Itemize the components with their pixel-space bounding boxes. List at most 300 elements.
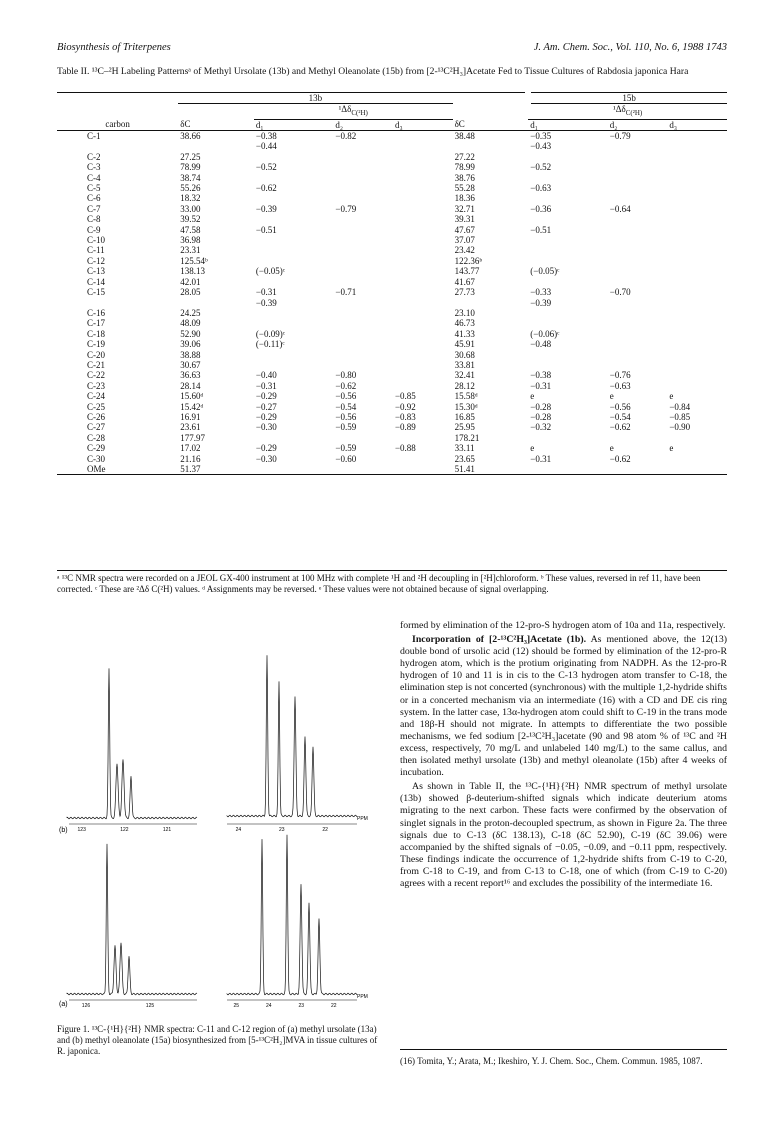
table-cell <box>608 266 668 276</box>
table-cell <box>667 339 727 349</box>
table-cell <box>528 152 608 162</box>
table-cell: 33.00 <box>180 203 201 214</box>
table-cell <box>393 235 453 245</box>
table-cell <box>393 204 453 214</box>
table-cell: −0.85 <box>394 391 416 402</box>
table-row <box>57 422 727 432</box>
table-cell: −0.30 <box>255 453 277 464</box>
table-cell: 32.41 <box>454 370 475 381</box>
table-cell <box>333 350 393 360</box>
body-column <box>400 620 727 892</box>
table-cell: −0.29 <box>255 411 277 422</box>
table-cell <box>333 235 393 245</box>
table-cell <box>528 245 608 255</box>
table-cell: −0.62 <box>609 422 631 433</box>
table-cell <box>333 245 393 255</box>
table-cell <box>528 235 608 245</box>
column-header-row <box>57 119 727 130</box>
table-cell: −0.56 <box>335 411 357 422</box>
table-row <box>57 162 727 172</box>
table-cell: 30.68 <box>454 349 475 360</box>
table-row <box>57 350 727 360</box>
table-row <box>57 277 727 287</box>
table-cell <box>333 141 393 151</box>
table-cell: −0.33 <box>530 287 552 298</box>
table-cell <box>528 173 608 183</box>
table-cell: 33.11 <box>454 443 475 454</box>
table-cell <box>667 308 727 318</box>
table-cell: −0.88 <box>394 443 416 454</box>
table-cell <box>178 141 254 151</box>
table-cell <box>608 245 668 255</box>
table-cell <box>333 162 393 172</box>
table-cell <box>393 162 453 172</box>
table-cell <box>393 464 453 475</box>
table-cell: 28.12 <box>454 380 475 391</box>
table-cell: −0.63 <box>530 183 552 194</box>
table-cell: −0.90 <box>669 422 691 433</box>
table-cell: −0.39 <box>255 297 277 308</box>
table-cell: e <box>609 443 614 454</box>
table-cell: C-20 <box>87 349 105 360</box>
tick-label: 122 <box>120 827 129 833</box>
table-cell: e <box>669 443 674 454</box>
paragraph-2: Incorporation of [2-¹³C²H₃]Acetate (1b). As mentioned above, the 12(13) double bond of ursolic acid (12) should be formed by elimination of the 12-pro-R hydrogen atom, which is the protium originating from NADPH. As the 12-pro-R hydrogen of 10 and 11 is in cis to the C-13 hydrogen atom transfer to C-18, the elimination step is not concerted (synchronous) with the multiple 1,2-hydride shifts or in a concerted mechanism via an intermediate (16) with a CD and DE cis ring system. In the latter case, 13α-hydrogen atom could shift to C-19 in the trans mode and 18β-H should not migrate. In attempts to differentiate the two possible mechanisms, we fed sodium [2-¹³C²H₃]acetate (90 and 98 atom % of ¹³C and ²H excess, respectively, 70 mg/L and unlabeled 140 mg/L) to the same callus, and then isolated methyl ursolate (13b) and methyl oleanolate (15b) after 4 weeks of incubation. <box>400 634 727 779</box>
table-cell: 23.31 <box>180 245 201 256</box>
column-header: δC <box>180 119 191 130</box>
table-row <box>57 152 727 162</box>
table-cell <box>393 360 453 370</box>
table-cell <box>393 152 453 162</box>
table-row <box>57 402 727 412</box>
table-cell: C-5 <box>87 183 101 194</box>
table-cell: −0.31 <box>530 380 552 391</box>
table-cell <box>667 350 727 360</box>
table-cell: 39.31 <box>454 214 475 225</box>
table-cell <box>393 370 453 380</box>
table-cell <box>528 214 608 224</box>
table-cell: C-22 <box>87 370 105 381</box>
table-cell: −0.39 <box>255 203 277 214</box>
spectrum-trace <box>67 844 197 995</box>
table-cell <box>667 131 727 142</box>
table-cell <box>333 433 393 443</box>
table-cell: OMe <box>87 464 106 475</box>
table-cell: −0.83 <box>394 411 416 422</box>
table-cell: −0.59 <box>335 443 357 454</box>
table-cell: C-25 <box>87 401 105 412</box>
table-cell: 46.73 <box>454 318 475 329</box>
paragraph-3: As shown in Table II, the ¹³C-{¹H}{²H} NMR spectrum of methyl ursolate (13b) showed β-deuterium-shifted signals which indicate deuterium atoms migrating to the next carbon. These facts were confirmed by the observation of singlet signals in the proton-decoupled spectrum, as shown in Figure 2a. The three signals due to C-13 (δC 138.13), C-18 (δC 52.90), C-19 (δC 39.06) were accompanied by the shifted signals of −0.05, −0.09, and −0.11 ppm, respectively. These findings indicate the occurrence of 1,2-hydride shifts from C-19 to C-20, from C-18 to C-19, and from C-13 to C-18, one of which (from C-19 to C-20) agrees with a recent report¹⁶ and excludes the possibility of the intermediate 16. <box>400 781 727 889</box>
table-cell: −0.79 <box>609 131 631 142</box>
table-row <box>57 464 727 475</box>
table-cell: 28.05 <box>180 287 201 298</box>
table-cell <box>393 266 453 276</box>
table-row <box>57 287 727 297</box>
table-cell: 39.06 <box>180 339 201 350</box>
group-15b-header: 15b <box>528 93 727 104</box>
tick-label: 123 <box>77 827 86 833</box>
table-cell: 38.88 <box>180 349 201 360</box>
table-cell <box>528 360 608 370</box>
table-cell <box>528 318 608 328</box>
table-cell: 39.52 <box>180 214 201 225</box>
table-row <box>57 245 727 255</box>
tick-label: 23 <box>298 1003 305 1009</box>
table-cell: 55.28 <box>454 183 475 194</box>
table-cell: C-3 <box>87 162 101 173</box>
table-cell <box>667 318 727 328</box>
table-row <box>57 329 727 339</box>
table-cell: C-2 <box>87 151 101 162</box>
table-cell: 38.76 <box>454 172 475 183</box>
table-row <box>57 318 727 328</box>
table-cell <box>608 277 668 287</box>
table-cell <box>667 204 727 214</box>
labeling-table <box>57 92 727 475</box>
table-cell <box>608 152 668 162</box>
table-cell: −0.59 <box>335 422 357 433</box>
table-cell: −0.44 <box>255 141 277 152</box>
table-cell: −0.70 <box>609 287 631 298</box>
column-header: d₃ <box>669 119 677 130</box>
table-cell <box>393 433 453 443</box>
table-cell: −0.76 <box>609 370 631 381</box>
table-cell: −0.85 <box>669 411 691 422</box>
table-cell: C-6 <box>87 193 101 204</box>
table-cell <box>254 235 334 245</box>
table-cell <box>608 141 668 151</box>
table-cell <box>333 277 393 287</box>
table-cell: −0.29 <box>255 443 277 454</box>
table-cell <box>393 256 453 266</box>
table-cell: −0.63 <box>609 380 631 391</box>
table-cell: −0.51 <box>530 224 552 235</box>
table-cell: 36.98 <box>180 235 201 246</box>
table-row <box>57 214 727 224</box>
table-cell <box>393 131 453 142</box>
table-cell: −0.71 <box>335 287 357 298</box>
table-cell <box>333 329 393 339</box>
table-cell <box>254 152 334 162</box>
table-cell <box>528 350 608 360</box>
header-left: Biosynthesis of Triterpenes <box>57 42 171 53</box>
table-cell: 25.95 <box>454 422 475 433</box>
table-cell <box>667 256 727 266</box>
table-row <box>57 193 727 203</box>
table-cell: 23.65 <box>454 453 475 464</box>
table-cell <box>393 183 453 193</box>
table-cell <box>254 173 334 183</box>
table-cell: 47.58 <box>180 224 201 235</box>
table-cell: 37.07 <box>454 235 475 246</box>
table-cell <box>333 256 393 266</box>
tick-label: 22 <box>331 1003 337 1009</box>
table-cell <box>393 350 453 360</box>
table-cell: 30.67 <box>180 359 201 370</box>
table-row <box>57 370 727 380</box>
table-cell <box>393 318 453 328</box>
table-cell: −0.38 <box>255 131 277 142</box>
table-cell <box>608 256 668 266</box>
ppm-label-a: PPM <box>357 994 368 1000</box>
table-cell: 55.26 <box>180 183 201 194</box>
table-cell: −0.62 <box>255 183 277 194</box>
table-cell <box>254 277 334 287</box>
table-cell: −0.60 <box>335 453 357 464</box>
table-cell <box>667 454 727 464</box>
table-cell: 78.99 <box>180 162 201 173</box>
table-cell <box>608 214 668 224</box>
table-row <box>57 454 727 464</box>
table-cell <box>57 141 178 151</box>
table-cell: C-4 <box>87 172 101 183</box>
table-cell: −0.54 <box>335 401 357 412</box>
table-row <box>57 412 727 422</box>
table-cell: (−0.06)ᶜ <box>530 328 560 339</box>
table-cell: C-8 <box>87 214 101 225</box>
table-cell <box>608 183 668 193</box>
table-cell <box>393 141 453 151</box>
spectrum-trace <box>67 668 197 818</box>
table-cell <box>254 245 334 255</box>
table-cell: 15.42ᵈ <box>180 401 204 412</box>
table-cell: −0.52 <box>530 162 552 173</box>
table-cell: C-9 <box>87 224 101 235</box>
table-row <box>57 204 727 214</box>
table-cell: (−0.05)ᶜ <box>255 266 286 277</box>
table-cell: 51.37 <box>180 464 201 475</box>
table-cell <box>608 308 668 318</box>
table-cell: C-12 <box>87 255 105 266</box>
table-cell: −0.48 <box>530 339 552 350</box>
table-cell: 42.01 <box>180 276 201 287</box>
table-row <box>57 339 727 349</box>
table-cell: 15.60ᵈ <box>180 391 204 402</box>
spectrum-trace <box>227 655 357 817</box>
header-right: J. Am. Chem. Soc., Vol. 110, No. 6, 1988 1743 <box>533 42 727 53</box>
table-cell <box>333 298 393 308</box>
table-row <box>57 443 727 453</box>
table-cell <box>254 350 334 360</box>
table-cell <box>608 329 668 339</box>
tick-label: 22 <box>322 827 328 833</box>
table-cell: C-1 <box>87 131 101 142</box>
table-cell: 23.10 <box>454 307 475 318</box>
table-cell <box>254 318 334 328</box>
tick-label: 25 <box>233 1003 240 1009</box>
table-cell: −0.89 <box>394 422 416 433</box>
table-footnote: ᵃ ¹³C NMR spectra were recorded on a JEOL GX-400 instrument at 100 MHz with complete ¹H and ²H decoupling in [²H]chloroform. ᵇ These values, reversed in ref 11, have been corrected. ᶜ These are ²Δδ C(²H) values. ᵈ Assignments may be reversed. ᵉ These values were not obtained because of signal overlapping. <box>57 570 727 595</box>
running-header <box>57 42 727 53</box>
table-cell: C-18 <box>87 328 105 339</box>
table-cell: −0.56 <box>609 401 631 412</box>
section-heading: Incorporation of [2-¹³C²H₃]Acetate (1b). <box>412 634 587 646</box>
table-cell <box>528 256 608 266</box>
table-cell: C-10 <box>87 235 105 246</box>
table-cell <box>333 173 393 183</box>
table-cell <box>393 245 453 255</box>
table-cell <box>667 173 727 183</box>
table-cell: 47.67 <box>454 224 475 235</box>
table-row <box>57 131 727 142</box>
table-cell <box>393 454 453 464</box>
table-cell: 16.91 <box>180 411 201 422</box>
table-cell <box>667 287 727 297</box>
table-cell <box>254 308 334 318</box>
table-cell: −0.82 <box>335 131 357 142</box>
table-cell <box>178 298 254 308</box>
group-13b-header: 13b <box>178 93 452 104</box>
table-cell <box>667 329 727 339</box>
reference-16: (16) Tomita, Y.; Arata, M.; Ikeshiro, Y. J. Chem. Soc., Chem. Commun. 1985, 1087. <box>400 1049 727 1067</box>
table-cell: C-14 <box>87 276 105 287</box>
table-cell <box>254 193 334 203</box>
table-cell: 15.30ᵈ <box>454 401 478 412</box>
table-cell <box>667 370 727 380</box>
table-cell: 38.66 <box>180 131 201 142</box>
table-cell: C-26 <box>87 411 105 422</box>
table-cell <box>528 193 608 203</box>
table-cell <box>254 360 334 370</box>
table-cell: 27.25 <box>180 151 201 162</box>
table-cell <box>333 308 393 318</box>
table-cell: 38.48 <box>454 131 475 142</box>
table-cell <box>254 256 334 266</box>
table-cell: C-27 <box>87 422 105 433</box>
table-cell <box>667 381 727 391</box>
table-cell <box>608 162 668 172</box>
table-cell: 78.99 <box>454 162 475 173</box>
table-cell: (−0.09)ᶜ <box>255 328 286 339</box>
table-cell <box>608 433 668 443</box>
table-cell: C-23 <box>87 380 105 391</box>
table-cell: 52.90 <box>180 328 201 339</box>
table-row <box>57 225 727 235</box>
table-cell: 122.36ᵇ <box>454 255 483 266</box>
tick-label: 24 <box>235 827 242 833</box>
table-row <box>57 298 727 308</box>
table-row <box>57 266 727 276</box>
column-header: δC <box>454 119 465 130</box>
table-cell <box>667 183 727 193</box>
table-cell <box>393 308 453 318</box>
table-cell <box>453 298 529 308</box>
table-cell: 18.32 <box>180 193 201 204</box>
delta-header-13b: $^1\Delta\delta_{C(^2H)}$ <box>254 104 453 119</box>
table-cell: −0.64 <box>609 203 631 214</box>
column-header: d₂ <box>609 119 618 130</box>
table-cell <box>667 464 727 475</box>
spectrum-trace <box>227 835 357 995</box>
table-cell: −0.62 <box>335 380 357 391</box>
table-cell <box>667 152 727 162</box>
table-cell: 24.25 <box>180 307 201 318</box>
table-cell: C-28 <box>87 432 105 443</box>
figure-caption: Figure 1. ¹³C-{¹H}{²H} NMR spectra: C-11 and C-12 region of (a) methyl ursolate (13a) and (b) methyl oleanolate (15a) biosynthesized from [5-¹³C²H₂]MVA in tissue cultures of R. japonica. <box>57 1024 378 1056</box>
table-cell: 21.16 <box>180 453 201 464</box>
table-cell <box>393 225 453 235</box>
table-cell: −0.38 <box>530 370 552 381</box>
paragraph-1: formed by elimination of the 12-pro-S hydrogen atom of 10a and 11a, respectively. <box>400 620 726 631</box>
table-cell <box>608 360 668 370</box>
table-cell: 15.58ᵈ <box>454 391 478 402</box>
table-cell <box>667 141 727 151</box>
table-cell <box>333 225 393 235</box>
table-cell: 23.61 <box>180 422 201 433</box>
table-cell: −0.28 <box>530 401 552 412</box>
tick-label: 125 <box>145 1003 155 1009</box>
table-row <box>57 381 727 391</box>
table-cell: −0.36 <box>530 203 552 214</box>
table-cell <box>608 464 668 475</box>
table-cell: −0.51 <box>255 224 277 235</box>
column-header: d₁ <box>255 119 264 130</box>
column-header: d₃ <box>394 119 403 130</box>
table-cell <box>667 162 727 172</box>
axis-ticks <box>69 824 357 1009</box>
table-row <box>57 433 727 443</box>
table-cell: 36.63 <box>180 370 201 381</box>
table-cell <box>333 193 393 203</box>
table-cell: −0.84 <box>669 401 691 412</box>
table-cell <box>667 277 727 287</box>
table-cell: e <box>669 391 674 402</box>
table-cell <box>608 339 668 349</box>
table-row <box>57 183 727 193</box>
table-cell <box>608 350 668 360</box>
spectrum-a-label: (a) <box>59 1001 68 1008</box>
table-cell: −0.28 <box>530 411 552 422</box>
table-cell <box>254 464 334 475</box>
table-cell <box>667 193 727 203</box>
table-cell <box>254 433 334 443</box>
column-header: d₁ <box>530 119 538 130</box>
table-cell <box>667 433 727 443</box>
table-cell <box>608 193 668 203</box>
table-cell: 45.91 <box>454 339 475 350</box>
table-cell <box>667 214 727 224</box>
table-row <box>57 308 727 318</box>
table-cell <box>393 173 453 183</box>
table-row <box>57 141 727 151</box>
tick-label: 126 <box>81 1003 91 1009</box>
table-cell <box>608 235 668 245</box>
table-cell: C-17 <box>87 318 105 329</box>
table-cell <box>608 173 668 183</box>
table-cell: 177.97 <box>180 432 205 443</box>
table-cell: −0.43 <box>530 141 552 152</box>
table-cell: 32.71 <box>454 203 475 214</box>
table-cell <box>333 214 393 224</box>
table-cell: 33.81 <box>454 359 475 370</box>
table-cell <box>667 225 727 235</box>
table-cell: −0.62 <box>609 453 631 464</box>
table-cell: 27.73 <box>454 287 475 298</box>
table-cell <box>667 235 727 245</box>
table-cell: 48.09 <box>180 318 201 329</box>
table-cell: C-16 <box>87 307 105 318</box>
table-row <box>57 256 727 266</box>
table-cell <box>393 193 453 203</box>
table-cell: e <box>530 391 535 402</box>
table-cell: 28.14 <box>180 380 201 391</box>
table-cell: 38.74 <box>180 172 201 183</box>
table-cell <box>667 298 727 308</box>
table-body <box>57 131 727 475</box>
table-cell <box>393 277 453 287</box>
table-cell: −0.30 <box>255 422 277 433</box>
